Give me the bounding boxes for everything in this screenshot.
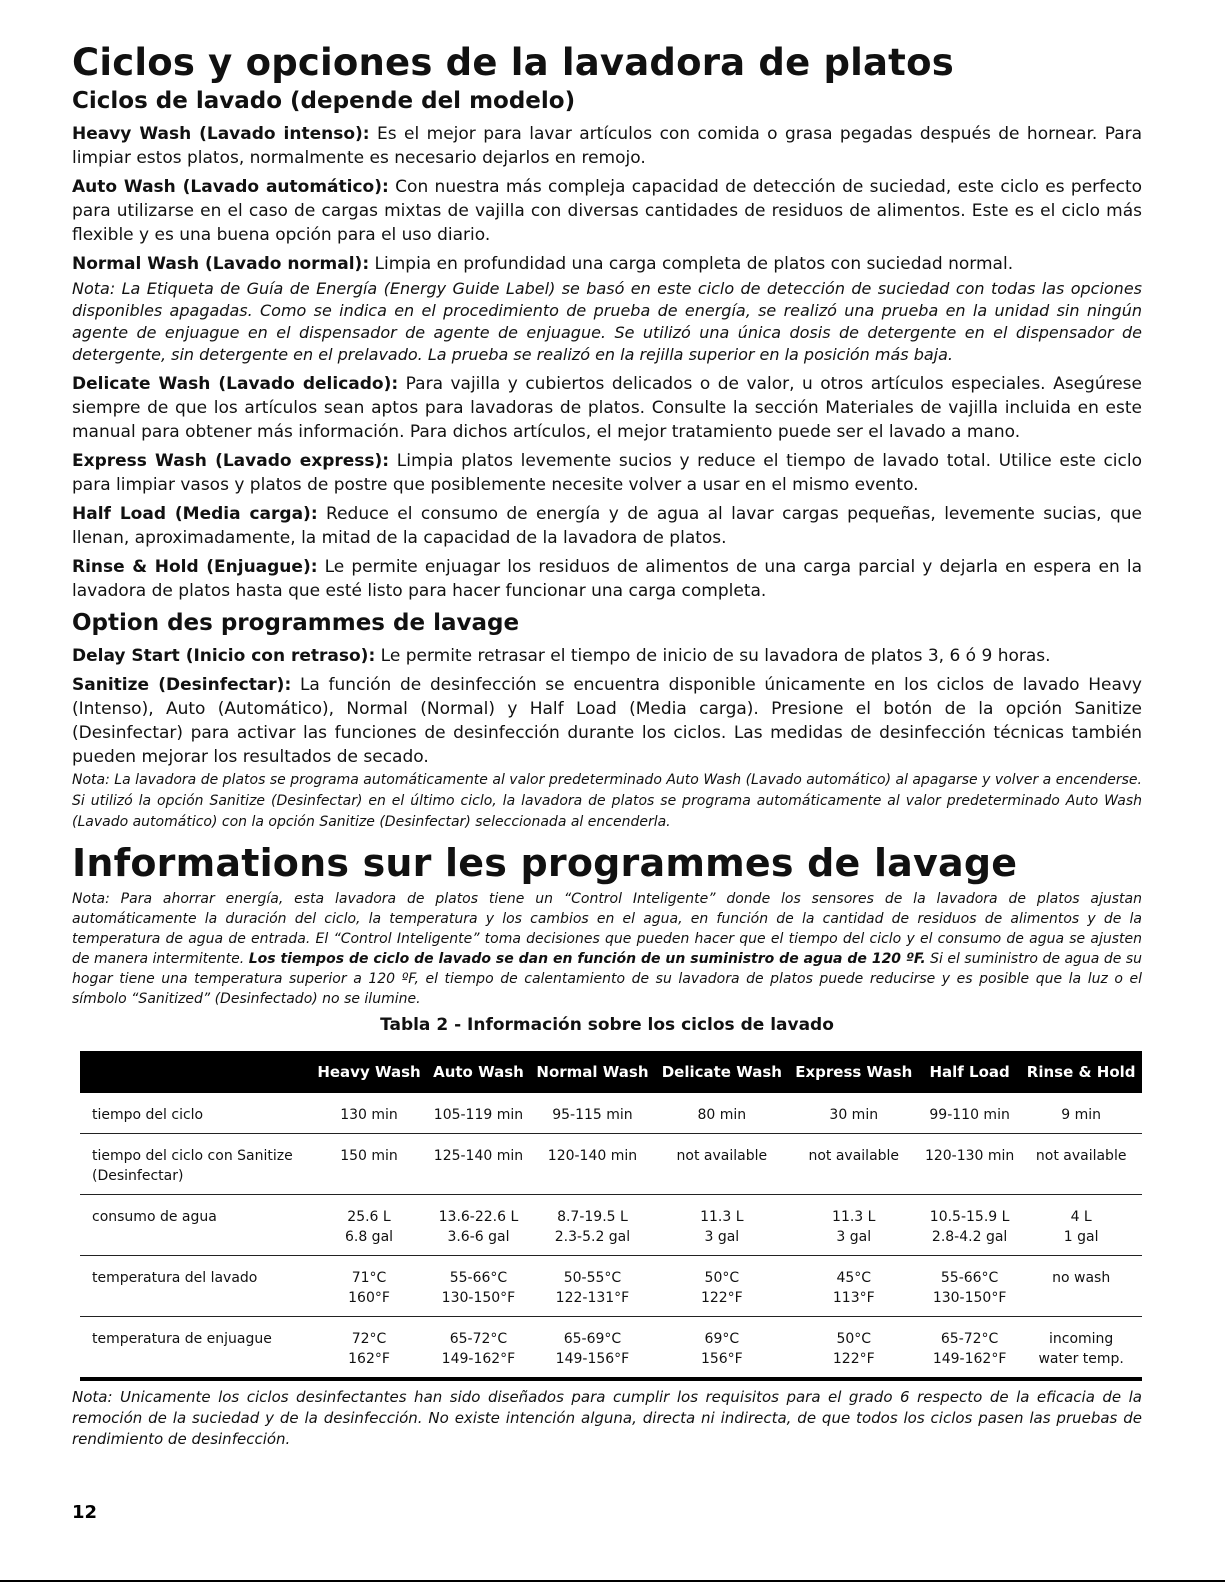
table-header-cell: Express Wash (795, 1063, 913, 1081)
table-cell: 55-66°C 130-150°F (427, 1256, 530, 1317)
paragraph-delay-start (72, 644, 1142, 668)
text-auto-wash: Con nuestra más compleja capacidad de detección de suciedad, este ciclo es perfecto para utilizarse en el caso de cargas mixtas de vajilla con diversas cantidades de residuos de alimentos. Este es el ciclo más flexible y es una buena opción para el uso diario. (72, 177, 1143, 245)
table-cell: 125-140 min (427, 1134, 530, 1195)
note-smart-control-part2: Si el suministro de agua de su hogar tiene una temperatura superior a 120 ºF, el tiempo de calentamiento de su lavadora de platos puede reducirse y es posible que la luz o el símbolo “Sanitized” (Desinfectado) no se ilumine. (72, 951, 1143, 1007)
paragraph-heavy-wash (72, 122, 1142, 170)
table-row (80, 1195, 1142, 1256)
text-delicate-wash: Para vajilla y cubiertos delicados o de valor, u otros artículos especiales. Asegúrese siempre de que los artículos sean aptos para lavadoras de platos. Consulte la sección Materiales de vajilla incluida en este manual para obtener más información. Para dichos artículos, el mejor tratamiento puede ser el lavado a mano. (72, 374, 1142, 442)
table-cell: 65-72°C 149-162°F (427, 1317, 530, 1380)
text-sanitize: La función de desinfección se encuentra disponible únicamente en los ciclos de lavado Heavy (Intenso), Auto (Automático), Normal (Normal) y Half Load (Media carga). Presione el botón de la opción Sanitize (Desinfectar) para activar las funciones de desinfección durante los ciclos. Las medidas de desinfección técnicas también pueden mejorar los resultados de secado. (72, 675, 1142, 767)
table-header-cell: Auto Wash (433, 1063, 524, 1081)
section-heading-wash-cycles: Ciclos de lavado (depende del modelo) (72, 88, 576, 114)
table-cell: 45°C 113°F (789, 1256, 919, 1317)
table-cell: 65-69°C 149-156°F (530, 1317, 655, 1380)
label-express-wash: Express Wash (Lavado express): (72, 451, 390, 471)
footnote-sanitize-certification: Nota: Unicamente los ciclos desinfectantes han sido diseñados para cumplir los requisitos para el grado 6 respecto de la eficacia de la remoción de la suciedad y de la desinfección. No existe intención alguna, directa ni indirecta, de que todos los ciclos pasen las pruebas de rendimiento de desinfección. (72, 1388, 1142, 1448)
text-express-wash: Limpia platos levemente sucios y reduce el tiempo de lavado total. Utilice este ciclo para limpiar vasos y platos de postre que posiblemente necesite volver a usar en el mismo evento. (72, 451, 1142, 495)
paragraph-half-load (72, 502, 1142, 550)
paragraph-delicate-wash (72, 372, 1142, 444)
table-cell: 50°C 122°F (655, 1256, 789, 1317)
table-cell: 30 min (789, 1093, 919, 1134)
table-cell: 9 min (1020, 1093, 1142, 1134)
bottom-rule (0, 1580, 1225, 1582)
text-normal-wash: Limpia en profundidad una carga completa de platos con suciedad normal. (374, 254, 1014, 274)
table-cell: not available (655, 1134, 789, 1195)
table-row-label: consumo de agua (80, 1195, 311, 1256)
paragraph-auto-wash (72, 175, 1142, 247)
label-normal-wash: Normal Wash (Lavado normal): (72, 254, 370, 274)
table-header-cell: Rinse & Hold (1026, 1063, 1136, 1081)
table-header-blank (80, 1051, 311, 1093)
table-cell: 25.6 L 6.8 gal (311, 1195, 427, 1256)
label-half-load: Half Load (Media carga): (72, 504, 318, 524)
table-row-label: tiempo del ciclo (80, 1093, 311, 1134)
table-cell: 130 min (311, 1093, 427, 1134)
table-cell: 72°C 162°F (311, 1317, 427, 1380)
table-cell: 120-140 min (530, 1134, 655, 1195)
table-caption: Tabla 2 - Información sobre los ciclos de lavado (380, 1015, 834, 1035)
table-cell: no wash (1020, 1256, 1142, 1317)
table-cell: 50°C 122°F (789, 1317, 919, 1380)
section-heading-cycle-info: Informations sur les programmes de lavage (72, 841, 1018, 885)
note-smart-control (72, 889, 1142, 1009)
table-row (80, 1134, 1142, 1195)
label-heavy-wash: Heavy Wash (Lavado intenso): (72, 124, 370, 144)
table-row (80, 1093, 1142, 1134)
table-cell: 150 min (311, 1134, 427, 1195)
note-sanitize-default: Nota: La lavadora de platos se programa automáticamente al valor predeterminado Auto Wash (Lavado automático) al apagarse y volver a encenderse. Si utilizó la opción Sanitize (Desinfectar) en el último ciclo, la lavadora de platos se programa automáticamente al valor predeterminado Auto Wash (Lavado automático) con la opción Sanitize (Desinfectar) seleccionada al encenderla. (72, 772, 1142, 830)
table-row-label: temperatura del lavado (80, 1256, 311, 1317)
table-cell: 11.3 L 3 gal (655, 1195, 789, 1256)
table-cell: 10.5-15.9 L 2.8-4.2 gal (919, 1195, 1020, 1256)
label-sanitize: Sanitize (Desinfectar): (72, 675, 292, 695)
table-header-cell: Delicate Wash (661, 1063, 782, 1081)
table-cell: 65-72°C 149-162°F (919, 1317, 1020, 1380)
page-title: Ciclos y opciones de la lavadora de platos (72, 41, 954, 84)
label-rinse-hold: Rinse & Hold (Enjuague): (72, 557, 318, 577)
table-cell: 80 min (655, 1093, 789, 1134)
table-cell: 11.3 L 3 gal (789, 1195, 919, 1256)
table-cell: 120-130 min (919, 1134, 1020, 1195)
note-smart-control-part1: Nota: Para ahorrar energía, esta lavadora de platos tiene un “Control Inteligente” donde los sensores de la lavadora de platos ajustan automáticamente la duración del ciclo, la temperatura y los cambios en el agua, en función de la cantidad de residuos de alimentos y de la temperatura de agua de entrada. El “Control Inteligente” toma decisiones que pueden hacer que el tiempo del ciclo y el consumo de agua se ajusten de manera intermitente. (72, 891, 1142, 967)
table-cell: 55-66°C 130-150°F (919, 1256, 1020, 1317)
text-rinse-hold: Le permite enjuagar los residuos de alimentos de una carga parcial y dejarla en espera en la lavadora de platos hasta que esté listo para hacer funcionar una carga completa. (72, 557, 1142, 601)
paragraph-rinse-hold (72, 555, 1142, 603)
table-cell: 50-55°C 122-131°F (530, 1256, 655, 1317)
table-body (80, 1093, 1142, 1379)
text-heavy-wash: Es el mejor para lavar artículos con comida o grasa pegadas después de hornear. Para limpiar estos platos, normalmente es necesario dejarlos en remojo. (72, 124, 1143, 168)
label-delay-start: Delay Start (Inicio con retraso): (72, 646, 376, 666)
table-cell: incoming water temp. (1020, 1317, 1142, 1380)
page-number: 12 (72, 1502, 98, 1523)
table-header-row (80, 1051, 1142, 1093)
table-row-label: tiempo del ciclo con Sanitize (Desinfectar) (80, 1134, 311, 1195)
label-delicate-wash: Delicate Wash (Lavado delicado): (72, 374, 399, 394)
table-row (80, 1256, 1142, 1317)
table-cell: 99-110 min (919, 1093, 1020, 1134)
paragraph-sanitize (72, 673, 1142, 769)
table-header-cell: Heavy Wash (317, 1063, 421, 1081)
section-heading-options: Option des programmes de lavage (72, 610, 520, 636)
table-header-cell: Half Load (929, 1063, 1010, 1081)
cycle-info-table (80, 1051, 1142, 1381)
page-content (72, 40, 1142, 1465)
table-cell: 4 L 1 gal (1020, 1195, 1142, 1256)
table-cell: 95-115 min (530, 1093, 655, 1134)
table-cell: 69°C 156°F (655, 1317, 789, 1380)
text-half-load: Reduce el consumo de energía y de agua al lavar cargas pequeñas, levemente sucias, que llenan, aproximadamente, la mitad de la capacidad de la lavadora de platos. (72, 504, 1143, 548)
paragraph-express-wash (72, 449, 1142, 497)
table-header-cell: Normal Wash (536, 1063, 649, 1081)
label-auto-wash: Auto Wash (Lavado automático): (72, 177, 389, 197)
table-row (80, 1317, 1142, 1380)
table-cell: 13.6-22.6 L 3.6-6 gal (427, 1195, 530, 1256)
note-energy-guide: Nota: La Etiqueta de Guía de Energía (Energy Guide Label) se basó en este ciclo de detección de suciedad con todas las opciones disponibles apagadas. Como se indica en el procedimiento de prueba de energía, se realizó una prueba en la unidad sin ningún agente de enjuague en el dispensador de agente de enjuague. Se utilizó una única dosis de detergente en el dispensador de detergente, sin detergente en el prelavado. La prueba se realizó en la rejilla superior en la posición más baja. (72, 279, 1142, 364)
table-cell: not available (1020, 1134, 1142, 1195)
note-smart-control-bold: Los tiempos de ciclo de lavado se dan en función de un suministro de agua de 120 ºF. (248, 951, 926, 967)
table-cell: not available (789, 1134, 919, 1195)
table-cell: 71°C 160°F (311, 1256, 427, 1317)
table-cell: 8.7-19.5 L 2.3-5.2 gal (530, 1195, 655, 1256)
table-cell: 105-119 min (427, 1093, 530, 1134)
paragraph-normal-wash (72, 252, 1142, 276)
text-delay-start: Le permite retrasar el tiempo de inicio de su lavadora de platos 3, 6 ó 9 horas. (380, 646, 1051, 666)
table-row-label: temperatura de enjuague (80, 1317, 311, 1380)
